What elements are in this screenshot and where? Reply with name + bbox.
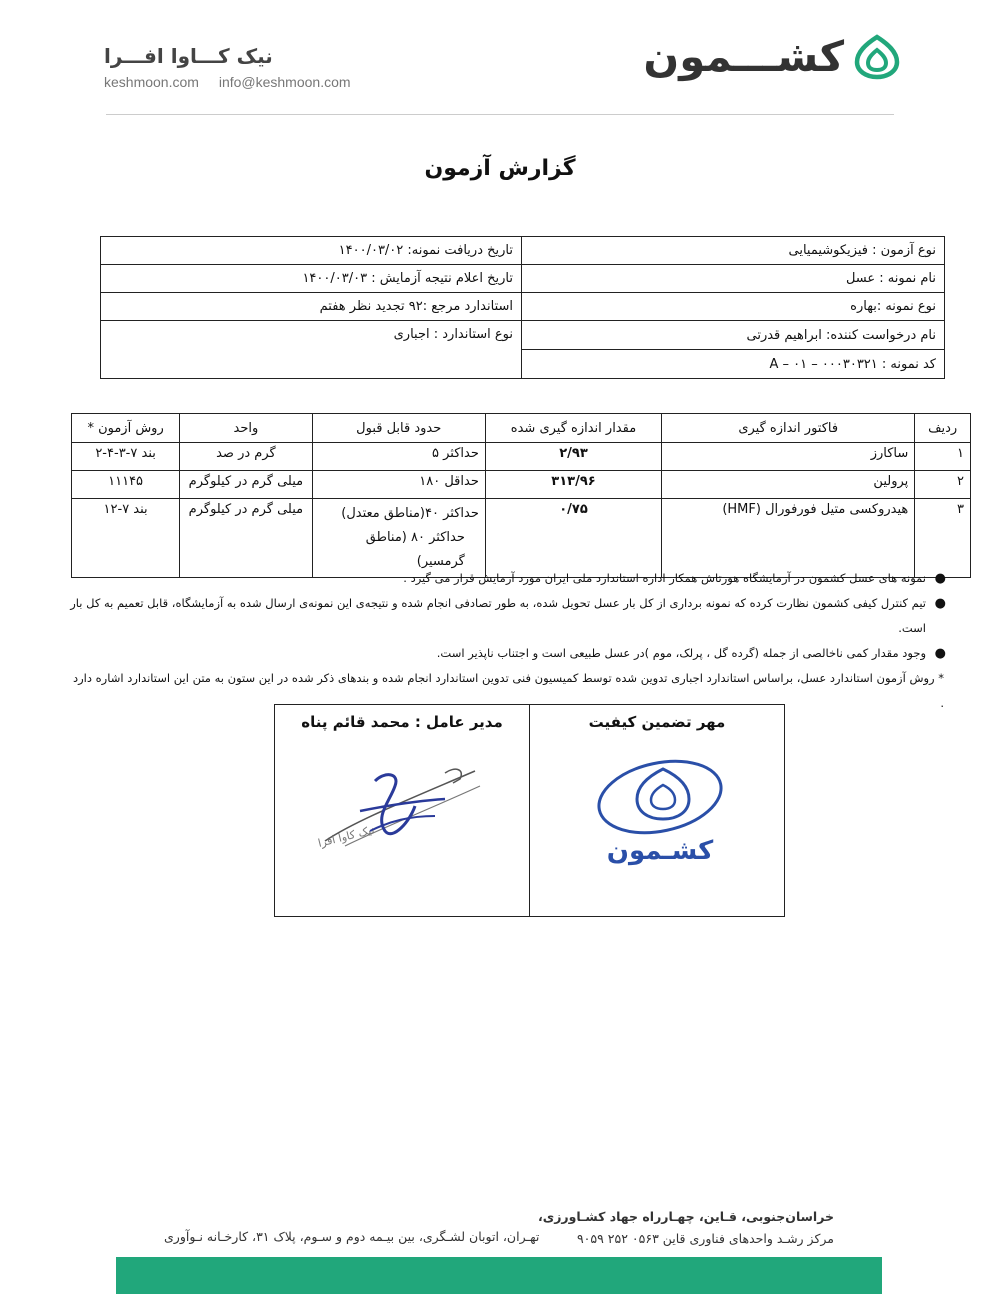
note-item	[68, 641, 948, 666]
website-link[interactable]: keshmoon.com	[104, 74, 199, 90]
bullet-icon: ●	[934, 596, 946, 611]
sample-info-table	[100, 236, 945, 379]
row-limit-line2: حداکثر ۸۰ (مناطق گرمسیر)	[365, 530, 465, 569]
note-text: نمونه های عسل کشمون در آزمایشگاه هورتاش همکار اداره استاندارد ملی ایران مورد آزمایش قرار می گیرد .	[403, 571, 926, 585]
info-cell-right: کد نمونه : A – ۰۱ – ۰۰۰۳۰۳۲۱	[522, 350, 945, 379]
col-header-measured: مقدار اندازه گیری شده	[485, 414, 661, 443]
footer-address-line1: خراسان‌جنوبی، قـاین، چهـارراه جهاد کشـاورزی،	[538, 1209, 834, 1224]
note-item	[68, 566, 948, 591]
row-method: بند ۷-۳-۴-۲	[72, 443, 180, 471]
company-block	[104, 44, 367, 90]
row-unit: گرم در صد	[180, 443, 312, 471]
footer-address-left: تهـران، اتوبان لشـگری، بین بیـمه دوم و سـوم، پلاک ۳۱، کارخـانه نـوآوری	[164, 1229, 540, 1244]
row-limit-line1: حداکثر ۴۰(مناطق معتدل)	[341, 506, 479, 521]
signature-stamp-text: نیک کاوا افرا	[316, 823, 376, 850]
manager-signature-cell	[275, 705, 530, 916]
email-link[interactable]: info@keshmoon.com	[218, 74, 351, 90]
info-cell-left: تاریخ دریافت نمونه: ۱۴۰۰/۰۳/۰۲	[101, 237, 522, 265]
bullet-icon: ●	[934, 646, 946, 661]
note-text: وجود مقدار کمی ناخالصی از جمله (گرده گل ، پرلک، موم )در عسل طبیعی است و اجتناب ناپذیر است.	[436, 646, 926, 660]
row-factor-text: هیدروکسی متیل فورفورال (HMF)	[722, 502, 909, 517]
page-title: گزارش آزمون	[424, 156, 576, 181]
footer-bar	[116, 1257, 882, 1294]
brand-logo	[643, 32, 900, 81]
quality-stamp-cell	[530, 705, 784, 916]
signature-icon	[315, 761, 485, 861]
col-header-method: روش آزمون *	[72, 414, 180, 443]
info-cell-left: استاندارد مرجع :۹۲ تجدید نظر هفتم	[101, 293, 522, 321]
row-unit: میلی گرم در کیلوگرم	[180, 499, 312, 578]
row-method: ۱۱۱۴۵	[72, 471, 180, 499]
row-index: ۲	[915, 471, 971, 499]
company-name: نیک کـــاوا افـــرا	[104, 44, 273, 68]
contact-line	[104, 74, 367, 90]
info-row	[101, 321, 945, 350]
info-row	[101, 265, 945, 293]
row-limit: حداقل ۱۸۰	[312, 471, 485, 499]
row-method: بند ۷-۱۲	[72, 499, 180, 578]
col-header-index: ردیف	[915, 414, 971, 443]
note-text: تیم کنترل کیفی کشمون نظارت کرده که نمونه برداری از کل بار عسل تحویل شده، به طور تصادفی انجام شده و نتیجه‌ی این نمونه‌ی ارسال شده به آزمایشگاه، قابل تعمیم به کل بار است.	[70, 596, 926, 635]
info-row	[101, 293, 945, 321]
info-cell-right: نام درخواست کننده: ابراهیم قدرتی	[522, 321, 945, 350]
row-limit: حداکثر ۵	[312, 443, 485, 471]
row-unit: میلی گرم در کیلوگرم	[180, 471, 312, 499]
quality-stamp-icon	[585, 757, 735, 867]
manager-label: مدیر عامل : محمد قائم پناه	[301, 713, 503, 731]
row-factor: ساکارز	[662, 443, 915, 471]
row-value: ۲/۹۳	[485, 443, 661, 471]
info-cell-right: نام نمونه : عسل	[522, 265, 945, 293]
stamp-label: مهر تضمین کیفیت	[588, 713, 726, 731]
row-factor: پرولین	[662, 471, 915, 499]
info-cell-left: تاریخ اعلام نتیجه آزمایش : ۱۴۰۰/۰۳/۰۳	[101, 265, 522, 293]
info-cell-left: نوع استاندارد : اجباری	[101, 321, 522, 379]
col-header-factor: فاکتور اندازه گیری	[662, 414, 915, 443]
footer-address-right	[538, 1206, 834, 1250]
note-item	[68, 591, 948, 641]
row-value: ۳۱۳/۹۶	[485, 471, 661, 499]
method-footnote: * روش آزمون استاندارد عسل، براساس استاندارد اجباری تدوین شده توسط کمیسیون فنی تدوین استاندارد انجام شده و بندهای ذکر شده در این ستون به متن این استاندارد اشاره دارد .	[72, 671, 944, 710]
table-row	[72, 443, 971, 471]
col-header-unit: واحد	[180, 414, 312, 443]
header-divider	[106, 114, 894, 115]
stamp-text: کشـمون	[606, 836, 714, 866]
bullet-icon: ●	[934, 571, 946, 586]
brand-name: کشـــمون	[643, 32, 844, 81]
row-index: ۳	[915, 499, 971, 578]
table-row	[72, 471, 971, 499]
keshmoon-logo-icon	[854, 34, 900, 80]
notes-section	[68, 566, 948, 716]
row-index: ۱	[915, 443, 971, 471]
results-header-row	[72, 414, 971, 443]
test-results-table	[71, 413, 971, 578]
row-value: ۰/۷۵	[485, 499, 661, 578]
col-header-limits: حدود قابل قبول	[312, 414, 485, 443]
info-cell-right: نوع نمونه :بهاره	[522, 293, 945, 321]
info-cell-right: نوع آزمون : فیزیکوشیمیایی	[522, 237, 945, 265]
footer-address-line2: مرکز رشـد واحدهای فناوری قاین ۰۵۶۳ ۲۵۲ ۹۰۵۹	[576, 1231, 834, 1246]
info-row	[101, 237, 945, 265]
signature-box	[274, 704, 785, 917]
